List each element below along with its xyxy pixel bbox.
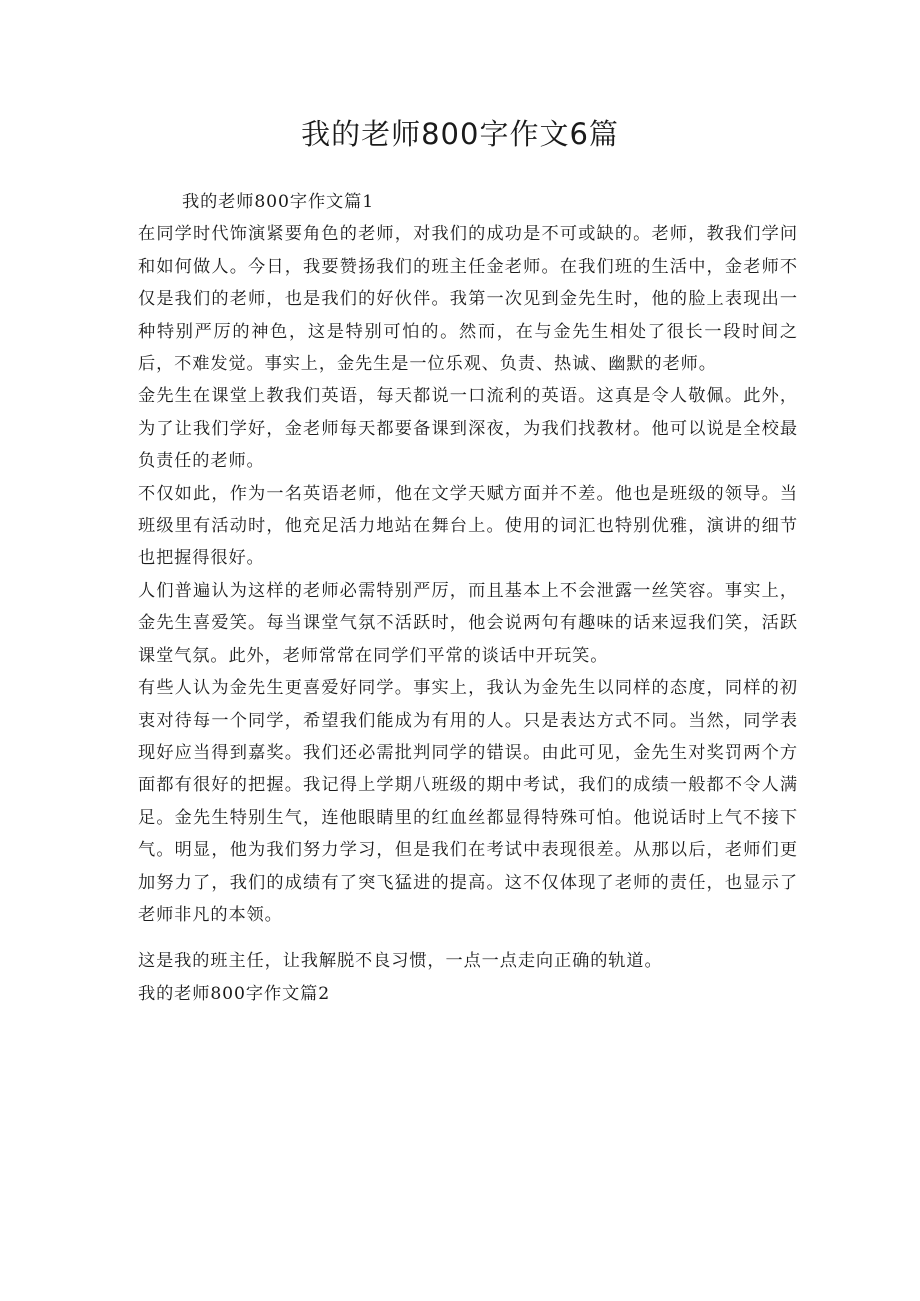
paragraph: 不仅如此，作为一名英语老师，他在文学天赋方面并不差。他也是班级的领导。当班级里有活动时，他充足活力地站在舞台上。使用的词汇也特别优雅，演讲的细节也把握得很好。 (138, 483, 798, 569)
paragraph: 人们普遍认为这样的老师必需特别严厉，而且基本上不会泄露一丝笑容。事实上，金先生喜爱笑。每当课堂气氛不活跃时，他会说两句有趣味的话来逗我们笑，活跃课堂气氛。此外，老师常常在同学们平常的谈话中开玩笑。 (138, 580, 798, 666)
section-heading: 我的老师800字作文篇1 (182, 192, 375, 212)
section-heading: 我的老师800字作文篇2 (138, 983, 331, 1004)
paragraph: 在同学时代饰演紧要角色的老师，对我们的成功是不可或缺的。老师，教我们学问和如何做人。今日，我要赞扬我们的班主任金老师。在我们班的生活中，金老师不仅是我们的老师，也是我们的好伙伴。我第一次见到金先生时，他的脸上表现出一种特别严厉的神色，这是特别可怕的。然而，在与金先生相处了很长一段时间之后，不难发觉。事实上，金先生是一位乐观、负责、热诚、幽默的老师。 (138, 224, 798, 375)
page-title: 我的老师800字作文6篇 (301, 117, 619, 151)
paragraph: 有些人认为金先生更喜爱好同学。事实上，我认为金先生以同样的态度，同样的初衷对待每一个同学，希望我们能成为有用的人。只是表达方式不同。当然，同学表现好应当得到嘉奖。我们还必需批判同学的错误。由此可见，金先生对奖罚两个方面都有很好的把握。我记得上学期八班级的期中考试，我们的成绩一般都不令人满足。金先生特别生气，连他眼睛里的红血丝都显得特殊可怕。他说话时上气不接下气。明显，他为我们努力学习，但是我们在考试中表现很差。从那以后，老师们更加努力了，我们的成绩有了突飞猛进的提高。这不仅体现了老师的责任，也显示了老师非凡的本领。 (138, 678, 798, 925)
paragraph: 金先生在课堂上教我们英语，每天都说一口流利的英语。这真是令人敬佩。此外，为了让我们学好，金老师每天都要备课到深夜，为我们找教材。他可以说是全校最负责任的老师。 (138, 386, 798, 472)
essay-body (138, 186, 798, 1010)
paragraph: 这是我的班主任，让我解脱不良习惯，一点一点走向正确的轨道。 (138, 951, 663, 972)
